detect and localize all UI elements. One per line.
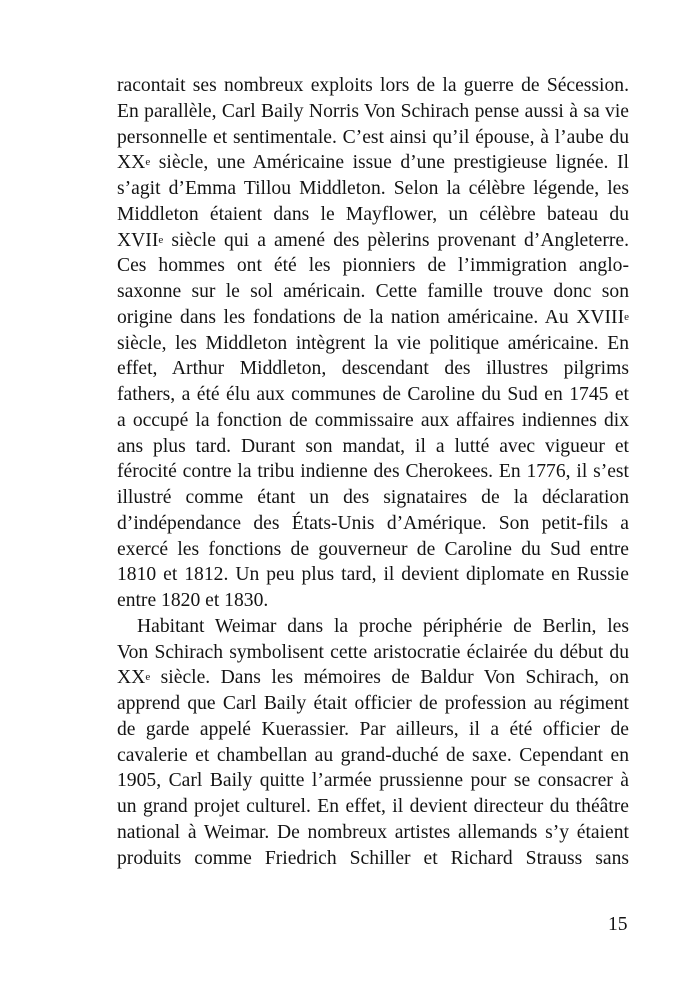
text-line: national à Weimar. De nombreux artistes allemands s’y étaient	[117, 821, 629, 843]
text-line: a occupé la fonction de commissaire aux affaires indiennes dix	[117, 409, 629, 431]
text-line: de garde appelé Kuerassier. Par ailleurs, il a été officier de	[117, 718, 629, 740]
superscript: e	[145, 671, 151, 684]
superscript: e	[145, 156, 151, 169]
superscript: e	[158, 233, 164, 246]
paragraph-1	[117, 73, 629, 614]
text-line: 1810 et 1812. Un peu plus tard, il devient diplomate en Russie	[117, 564, 629, 586]
text-line: d’indépendance des États-Unis d’Amérique. Son petit-fils a	[117, 512, 629, 534]
text-line: s’agit d’Emma Tillou Middleton. Selon la célèbre légende, les	[117, 178, 629, 199]
page-body	[117, 73, 629, 871]
text-line: exercé les fonctions de gouverneur de Caroline du Sud entre	[117, 538, 629, 560]
text-line: effet, Arthur Middleton, descendant des illustres pilgrims	[117, 358, 629, 380]
text-line: ans plus tard. Durant son mandat, il a lutté avec vigueur et	[117, 435, 629, 457]
text-line: XXe siècle, une Américaine issue d’une prestigieuse lignée. Il	[117, 152, 629, 174]
text-line: siècle, les Middleton intègrent la vie politique américaine. En	[117, 332, 629, 354]
text-line: personnelle et sentimentale. C’est ainsi qu’il épouse, à l’aube du	[117, 126, 629, 148]
paragraph-2	[117, 614, 629, 872]
text-line: férocité contre la tribu indienne des Cherokees. En 1776, il s’est	[117, 461, 629, 483]
text-line: entre 1820 et 1830.	[117, 590, 269, 611]
superscript: e	[624, 310, 629, 323]
text-line: XXe siècle. Dans les mémoires de Baldur Von Schirach, on	[117, 667, 629, 689]
text-line: En parallèle, Carl Baily Norris Von Schirach pense aussi à sa vie	[117, 100, 629, 122]
text-line: Von Schirach symbolisent cette aristocratie éclairée du début du	[117, 641, 629, 663]
text-line: illustré comme étant un des signataires de la déclaration	[117, 487, 629, 508]
text-line: racontait ses nombreux exploits lors de la guerre de Sécession.	[117, 75, 629, 96]
text-line: origine dans les fondations de la nation américaine. Au XVIIIe	[117, 306, 629, 328]
page-number: 15	[608, 914, 628, 935]
text-line: fathers, a été élu aux communes de Caroline du Sud en 1745 et	[117, 384, 629, 405]
text-line: Ces hommes ont été les pionniers de l’immigration anglo-	[117, 255, 629, 277]
text-line: Middleton étaient dans le Mayflower, un célèbre bateau du	[117, 203, 629, 225]
text-line: produits comme Friedrich Schiller et Richard Strauss sans	[117, 847, 629, 869]
text-line: saxonne sur le sol américain. Cette famille trouve donc son	[117, 281, 629, 302]
text-line: Habitant Weimar dans la proche périphérie de Berlin, les	[137, 615, 629, 637]
text-line: cavalerie et chambellan au grand-duché de saxe. Cependant en	[117, 744, 629, 766]
text-line: apprend que Carl Baily était officier de profession au régiment	[117, 693, 629, 714]
text-line: XVIIe siècle qui a amené des pèlerins provenant d’Angleterre.	[117, 229, 629, 251]
text-line: un grand projet culturel. En effet, il devient directeur du théâtre	[117, 796, 629, 817]
text-line: 1905, Carl Baily quitte l’armée prussienne pour se consacrer à	[117, 770, 629, 792]
